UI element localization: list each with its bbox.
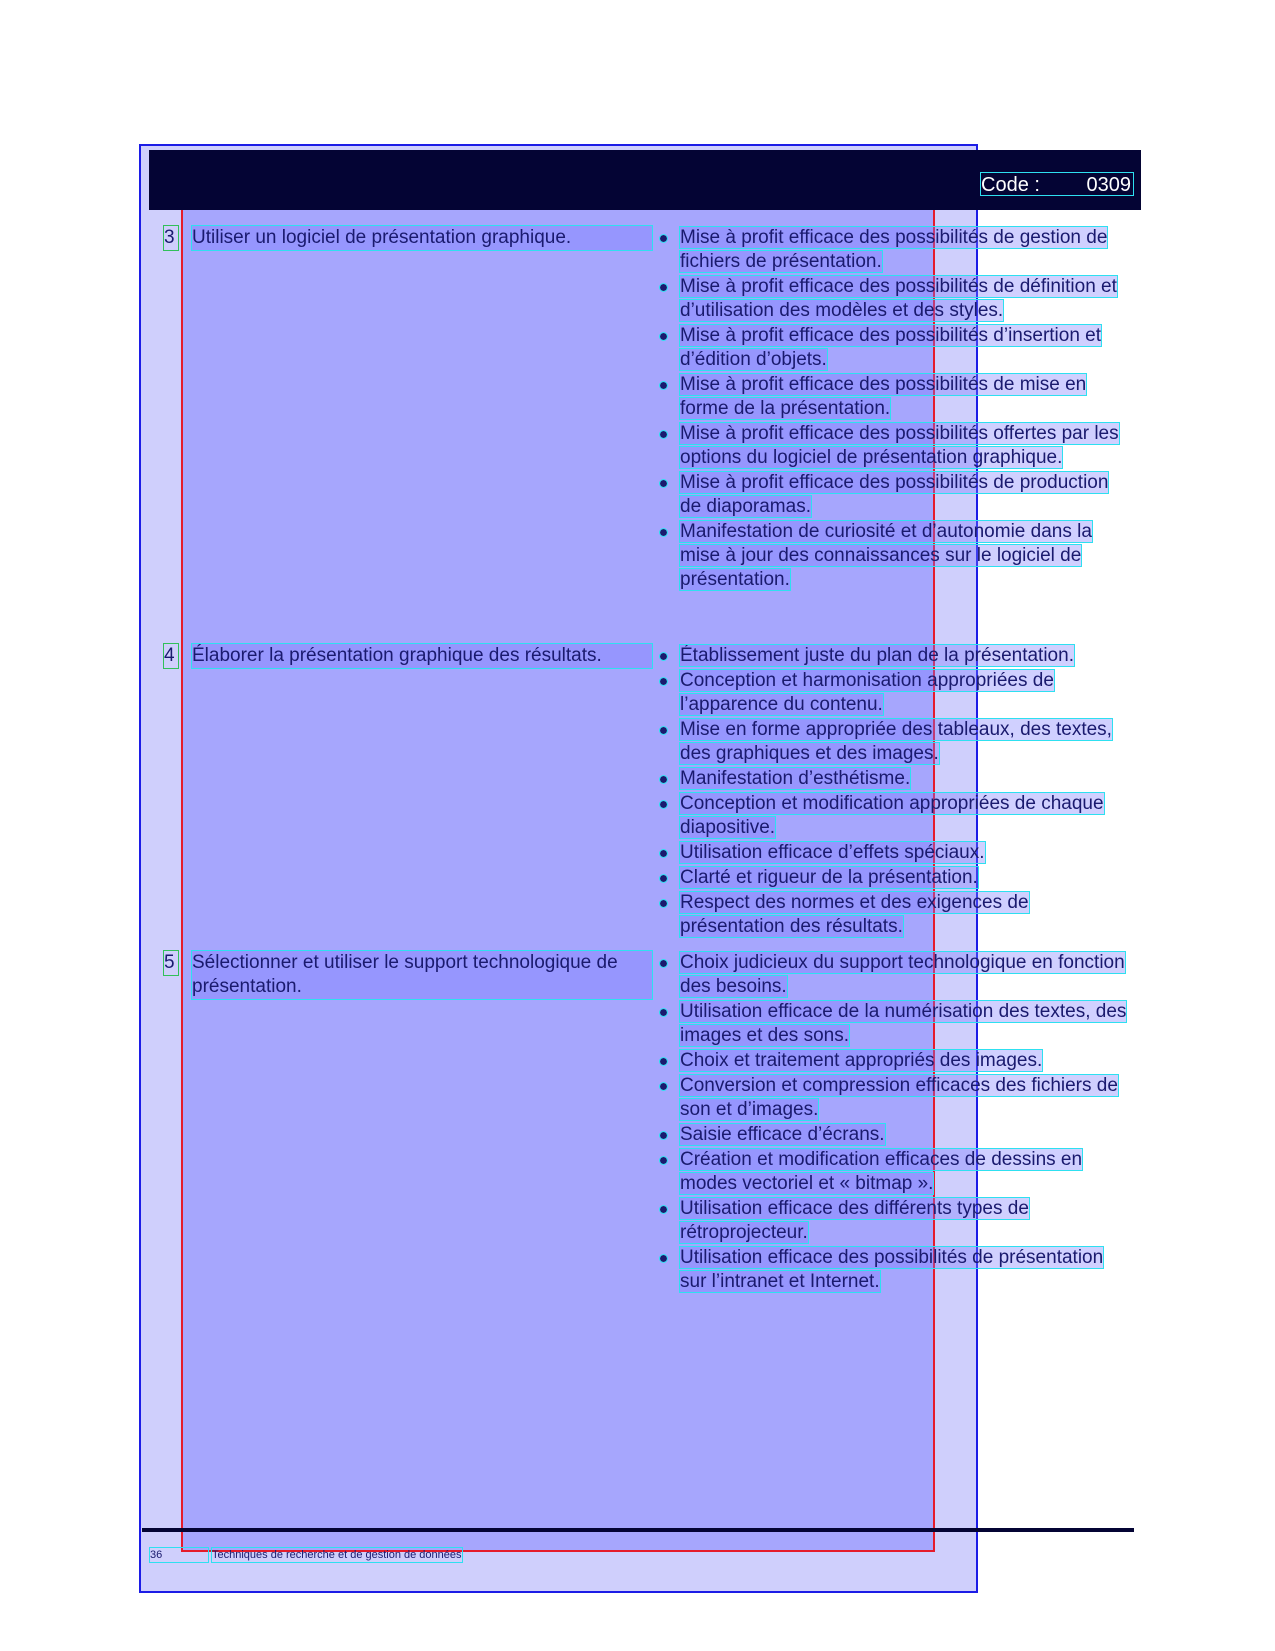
criterion-text: Mise à profit efficace des possibilités de définition et d’utilisation des modèles et des styles.	[680, 276, 1117, 321]
criterion-item	[658, 891, 1128, 939]
criterion-item	[658, 1123, 1128, 1147]
criterion-item	[658, 669, 1128, 717]
code-value: 0309	[1086, 174, 1131, 196]
criterion-item	[658, 1049, 1128, 1073]
criterion-item	[658, 1074, 1128, 1122]
bullet-icon	[660, 529, 667, 536]
criterion-item	[658, 1000, 1128, 1048]
bullet-icon	[660, 727, 667, 734]
criterion-item	[658, 324, 1128, 372]
footer-rule	[142, 1528, 1134, 1532]
criterion-item	[658, 1148, 1128, 1196]
criterion-text: Utilisation efficace d’effets spéciaux.	[680, 842, 985, 863]
criterion-item	[658, 767, 1128, 791]
criterion-text: Mise en forme appropriée des tableaux, des textes, des graphiques et des images.	[680, 719, 1112, 764]
criterion-item	[658, 951, 1128, 999]
skill-text: Sélectionner et utiliser le support technologique de présentation.	[192, 951, 652, 999]
bullet-icon	[660, 1009, 667, 1016]
criterion-text: Utilisation efficace des possibilités de présentation sur l’intranet et Internet.	[680, 1247, 1104, 1292]
bullet-icon	[660, 1255, 667, 1262]
bullet-icon	[660, 284, 667, 291]
criteria-list	[658, 644, 1128, 940]
footer	[150, 1548, 670, 1562]
criterion-text: Respect des normes et des exigences de présentation des résultats.	[680, 892, 1029, 937]
criterion-item	[658, 841, 1128, 865]
footer-page-number: 36	[150, 1548, 208, 1562]
skill-text: Élaborer la présentation graphique des résultats.	[192, 644, 652, 668]
bullet-icon	[660, 333, 667, 340]
criterion-text: Clarté et rigueur de la présentation.	[680, 867, 978, 888]
criterion-item	[658, 1197, 1128, 1245]
bullet-icon	[660, 776, 667, 783]
bullet-icon	[660, 653, 667, 660]
criterion-item	[658, 471, 1128, 519]
bullet-icon	[660, 1206, 667, 1213]
bullet-icon	[660, 1083, 667, 1090]
criterion-text: Choix judicieux du support technologique en fonction des besoins.	[680, 952, 1125, 997]
skill-number: 4	[164, 644, 178, 668]
criteria-list	[658, 226, 1128, 593]
criterion-text: Utilisation efficace des différents types de rétroprojecteur.	[680, 1198, 1029, 1243]
criterion-text: Mise à profit efficace des possibilités de mise en forme de la présentation.	[680, 374, 1087, 419]
bullet-icon	[660, 382, 667, 389]
criterion-item	[658, 718, 1128, 766]
criterion-text: Mise à profit efficace des possibilités de gestion de fichiers de présentation.	[680, 227, 1108, 272]
criterion-text: Création et modification efficaces de dessins en modes vectoriel et « bitmap ».	[680, 1149, 1083, 1194]
criterion-text: Manifestation de curiosité et d’autonomie dans la mise à jour des connaissances sur le logiciel de présentation.	[680, 521, 1092, 590]
bullet-icon	[660, 960, 667, 967]
criterion-item	[658, 866, 1128, 890]
criterion-text: Utilisation efficace de la numérisation des textes, des images et des sons.	[680, 1001, 1127, 1046]
criterion-text: Manifestation d’esthétisme.	[680, 768, 911, 789]
bullet-icon	[660, 480, 667, 487]
skill-text: Utiliser un logiciel de présentation graphique.	[192, 226, 652, 250]
criterion-item	[658, 792, 1128, 840]
footer-title: Techniques de recherche et de gestion de données	[212, 1549, 462, 1561]
criterion-item	[658, 422, 1128, 470]
skill-number: 3	[164, 226, 178, 250]
criterion-text: Mise à profit efficace des possibilités de production de diaporamas.	[680, 472, 1109, 517]
code-label: Code :	[981, 174, 1040, 196]
criterion-text: Conversion et compression efficaces des fichiers de son et d’images.	[680, 1075, 1118, 1120]
bullet-icon	[660, 875, 667, 882]
bullet-icon	[660, 1157, 667, 1164]
criterion-text: Mise à profit efficace des possibilités offertes par les options du logiciel de présentation graphique.	[680, 423, 1119, 468]
bullet-icon	[660, 678, 667, 685]
criterion-text: Établissement juste du plan de la présentation.	[680, 645, 1074, 666]
criterion-item	[658, 226, 1128, 274]
criterion-item	[658, 275, 1128, 323]
criterion-item	[658, 373, 1128, 421]
criterion-item	[658, 644, 1128, 668]
criterion-text: Conception et modification appropriées de chaque diapositive.	[680, 793, 1104, 838]
criterion-text: Choix et traitement appropriés des images.	[680, 1050, 1043, 1071]
criterion-item	[658, 520, 1128, 592]
bullet-icon	[660, 850, 667, 857]
code-block	[980, 172, 1134, 196]
bullet-icon	[660, 235, 667, 242]
bullet-icon	[660, 900, 667, 907]
criterion-text: Conception et harmonisation appropriées de l’apparence du contenu.	[680, 670, 1054, 715]
criterion-text: Saisie efficace d’écrans.	[680, 1124, 885, 1145]
criteria-list	[658, 951, 1128, 1295]
criterion-text: Mise à profit efficace des possibilités d’insertion et d’édition d’objets.	[680, 325, 1102, 370]
skill-number: 5	[164, 951, 178, 975]
criterion-item	[658, 1246, 1128, 1294]
bullet-icon	[660, 431, 667, 438]
bullet-icon	[660, 1058, 667, 1065]
bullet-icon	[660, 801, 667, 808]
bullet-icon	[660, 1132, 667, 1139]
